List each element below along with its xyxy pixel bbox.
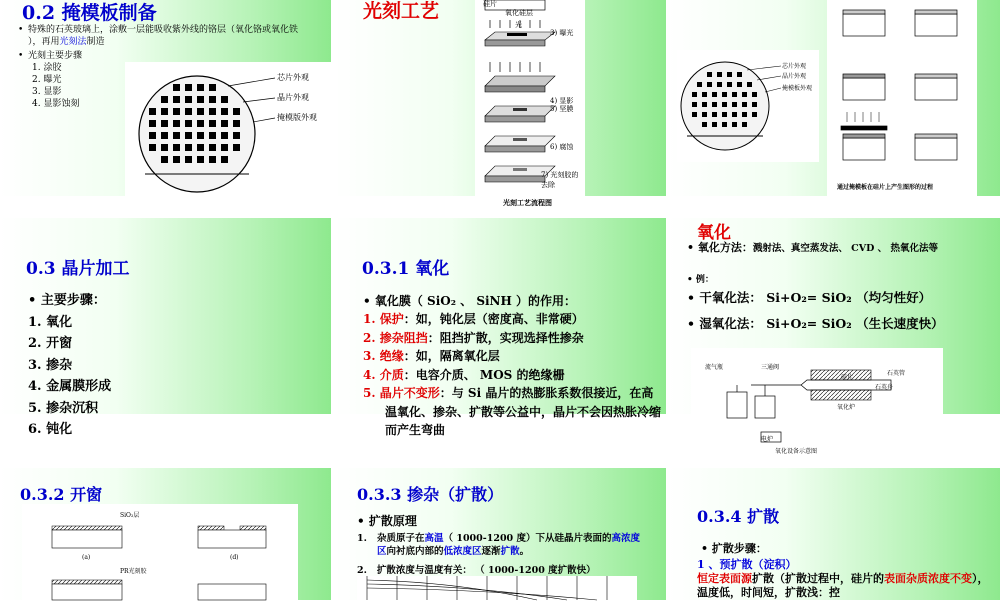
- figure-label: 电炉: [761, 436, 774, 443]
- bullet-text: • 扩散步骤：: [701, 542, 767, 555]
- equipment-diagram: [691, 348, 943, 458]
- list-item: 3. 掺杂: [28, 357, 73, 373]
- list-item: 1. 保护：如，钝化层（密度高、非常硬）: [363, 312, 584, 326]
- figure-label: (d): [230, 554, 239, 561]
- figure-label: 流气瓶: [705, 364, 724, 371]
- function-list: [363, 310, 661, 440]
- list-item: 4. 金属膜形成: [28, 379, 112, 394]
- figure-label: 氧化硅层: [505, 9, 533, 17]
- figure-label: 6) 腐蚀: [550, 143, 574, 151]
- figure-label: 4) 显影: [550, 97, 574, 105]
- figure-label: 芯片外观: [277, 73, 309, 82]
- figure-label: 氧化炉: [837, 404, 856, 411]
- list-item: 5. 掺杂沉积: [28, 400, 99, 416]
- pattern-transfer-figure: [827, 0, 977, 212]
- figure-label: SiO₂层: [120, 512, 140, 519]
- bullet-text: • 特殊的石英玻璃上，涂敷一层能吸收紫外线的铬层（氧化铬或氧化铁 ），再用光刻法制造: [18, 25, 299, 47]
- window-opening-figure: [22, 504, 298, 600]
- slide-window-opening[interactable]: [0, 468, 331, 600]
- example-label: • 例：: [687, 275, 714, 285]
- figure-label: 芯片外观: [782, 63, 807, 70]
- figure-caption: 光刻工艺流程图: [503, 198, 552, 207]
- slide-wafer-processing[interactable]: [0, 218, 331, 437]
- dry-oxidation: • 干氧化法： Si+O₂= SiO₂ （均匀性好）: [687, 290, 932, 305]
- list-item: 4. 介质：电容介质、 MOS 的绝缘栅: [363, 367, 565, 382]
- figure-label: 3) 曝光: [550, 29, 574, 37]
- figure-label: 石英管: [887, 370, 906, 377]
- diffusion-curves: [357, 576, 637, 600]
- diffusion-paragraph: 恒定表面源扩散（扩散过程中，硅片的表面杂质浓度不变），温度低，时间短，扩散浅：控: [697, 572, 989, 599]
- figure-label: 5) 坚膜: [550, 105, 574, 113]
- slide-mask-preparation[interactable]: [0, 0, 331, 196]
- figure-label: 硅片: [483, 0, 497, 8]
- slide-oxidation-methods[interactable]: [669, 218, 1000, 455]
- slide-title: 0.3.1 氧化: [362, 259, 450, 279]
- list-item: • 主要步骤：: [28, 293, 106, 308]
- list-item: 1. 涂胶: [32, 63, 62, 73]
- steps-list: [28, 290, 111, 441]
- wet-oxidation: • 湿氧化法： Si+O₂= SiO₂ （生长速度快）: [687, 316, 944, 331]
- slide-lithography[interactable]: [335, 0, 666, 207]
- lithography-flow-figure: [475, 0, 585, 212]
- intro-text: • 氧化膜（ SiO₂ 、 SiNH ）的作用：: [363, 294, 577, 308]
- steps-list: [32, 62, 79, 110]
- wafer-mask-figure: [125, 62, 331, 198]
- figure-label: 三通阀: [761, 364, 780, 371]
- bullet-text: • 光刻主要步骤: [18, 51, 83, 61]
- cross-section-diagram: [827, 0, 977, 212]
- slide-title: 0.3.3 掺杂（扩散）: [357, 485, 504, 504]
- bullet-text: • 扩散原理: [357, 514, 417, 528]
- list-item: 6. 钝化: [28, 422, 73, 437]
- oxidation-equipment-figure: [691, 348, 943, 458]
- slide-title: 0.2 掩模板制备: [22, 2, 157, 24]
- slide-title: 0.3.2 开窗: [20, 485, 103, 504]
- sub-heading: 1 、预扩散（淀积）: [697, 558, 797, 571]
- diffusion-principle: 1. 杂质原子在高温（ 1000-1200 度）下从硅晶片表面的高浓度区向衬底内部的低浓度区逐渐扩散。: [357, 533, 640, 557]
- figure-label: 晶片外观: [277, 93, 309, 102]
- slide-title: 氧化: [697, 223, 731, 243]
- figure-label: 7) 光刻胶的去除: [541, 171, 579, 189]
- figure-label: 掩模板外观: [782, 85, 813, 92]
- list-item: 2. 曝光: [32, 75, 62, 85]
- slide-title: 0.3 晶片加工: [26, 259, 130, 279]
- figure-label: 石英舟: [875, 384, 894, 391]
- list-item: 3. 绝缘：如，隔离氧化层: [363, 349, 500, 363]
- slide-title: 0.3.4 扩散: [697, 507, 780, 526]
- slide-mask-pattern[interactable]: [669, 0, 1000, 196]
- slide-title: 光刻工艺: [363, 0, 440, 22]
- list-item: 2. 掺杂阻挡：阻挡扩散，实现选择性掺杂: [363, 330, 584, 345]
- method-text: • 氧化方法：溅射法、真空蒸发法、 CVD 、 热氧化法等: [687, 241, 938, 254]
- list-item: 1. 氧化: [28, 314, 73, 330]
- figure-label: 晶片外观: [782, 73, 807, 80]
- figure-caption: 氧化设备示意图: [775, 448, 818, 455]
- figure-caption: 通过掩模板在硅片上产生图形的过程: [837, 184, 934, 191]
- slide-doping-diffusion[interactable]: [335, 468, 666, 600]
- list-item: 3. 显影: [32, 87, 62, 97]
- slide-oxidation[interactable]: [335, 218, 666, 437]
- figure-label: (a): [82, 554, 91, 561]
- list-item: 2. 开窗: [28, 336, 73, 351]
- figure-label: PR光刻胶: [120, 568, 147, 575]
- list-item: 4. 显影蚀刻: [32, 99, 80, 109]
- diffusion-chart-figure: [357, 576, 637, 600]
- diffusion-temperature: 2. 扩散浓度与温度有关： （ 1000-1200 度扩散快）: [357, 565, 596, 576]
- figure-label: 光: [515, 21, 522, 29]
- figure-label: 硅片: [841, 374, 854, 381]
- list-item: 5. 晶片不变形：与 Si 晶片的热膨胀系数很接近，在高温氧化、掺杂、扩散等公益中，晶片不会因热胀冷缩而产生弯曲: [363, 386, 662, 437]
- slide-diffusion[interactable]: [669, 468, 1000, 600]
- figure-label: 掩模版外观: [277, 113, 317, 122]
- cross-section-diagram: [22, 504, 298, 600]
- wafer-mask-figure: [677, 50, 819, 162]
